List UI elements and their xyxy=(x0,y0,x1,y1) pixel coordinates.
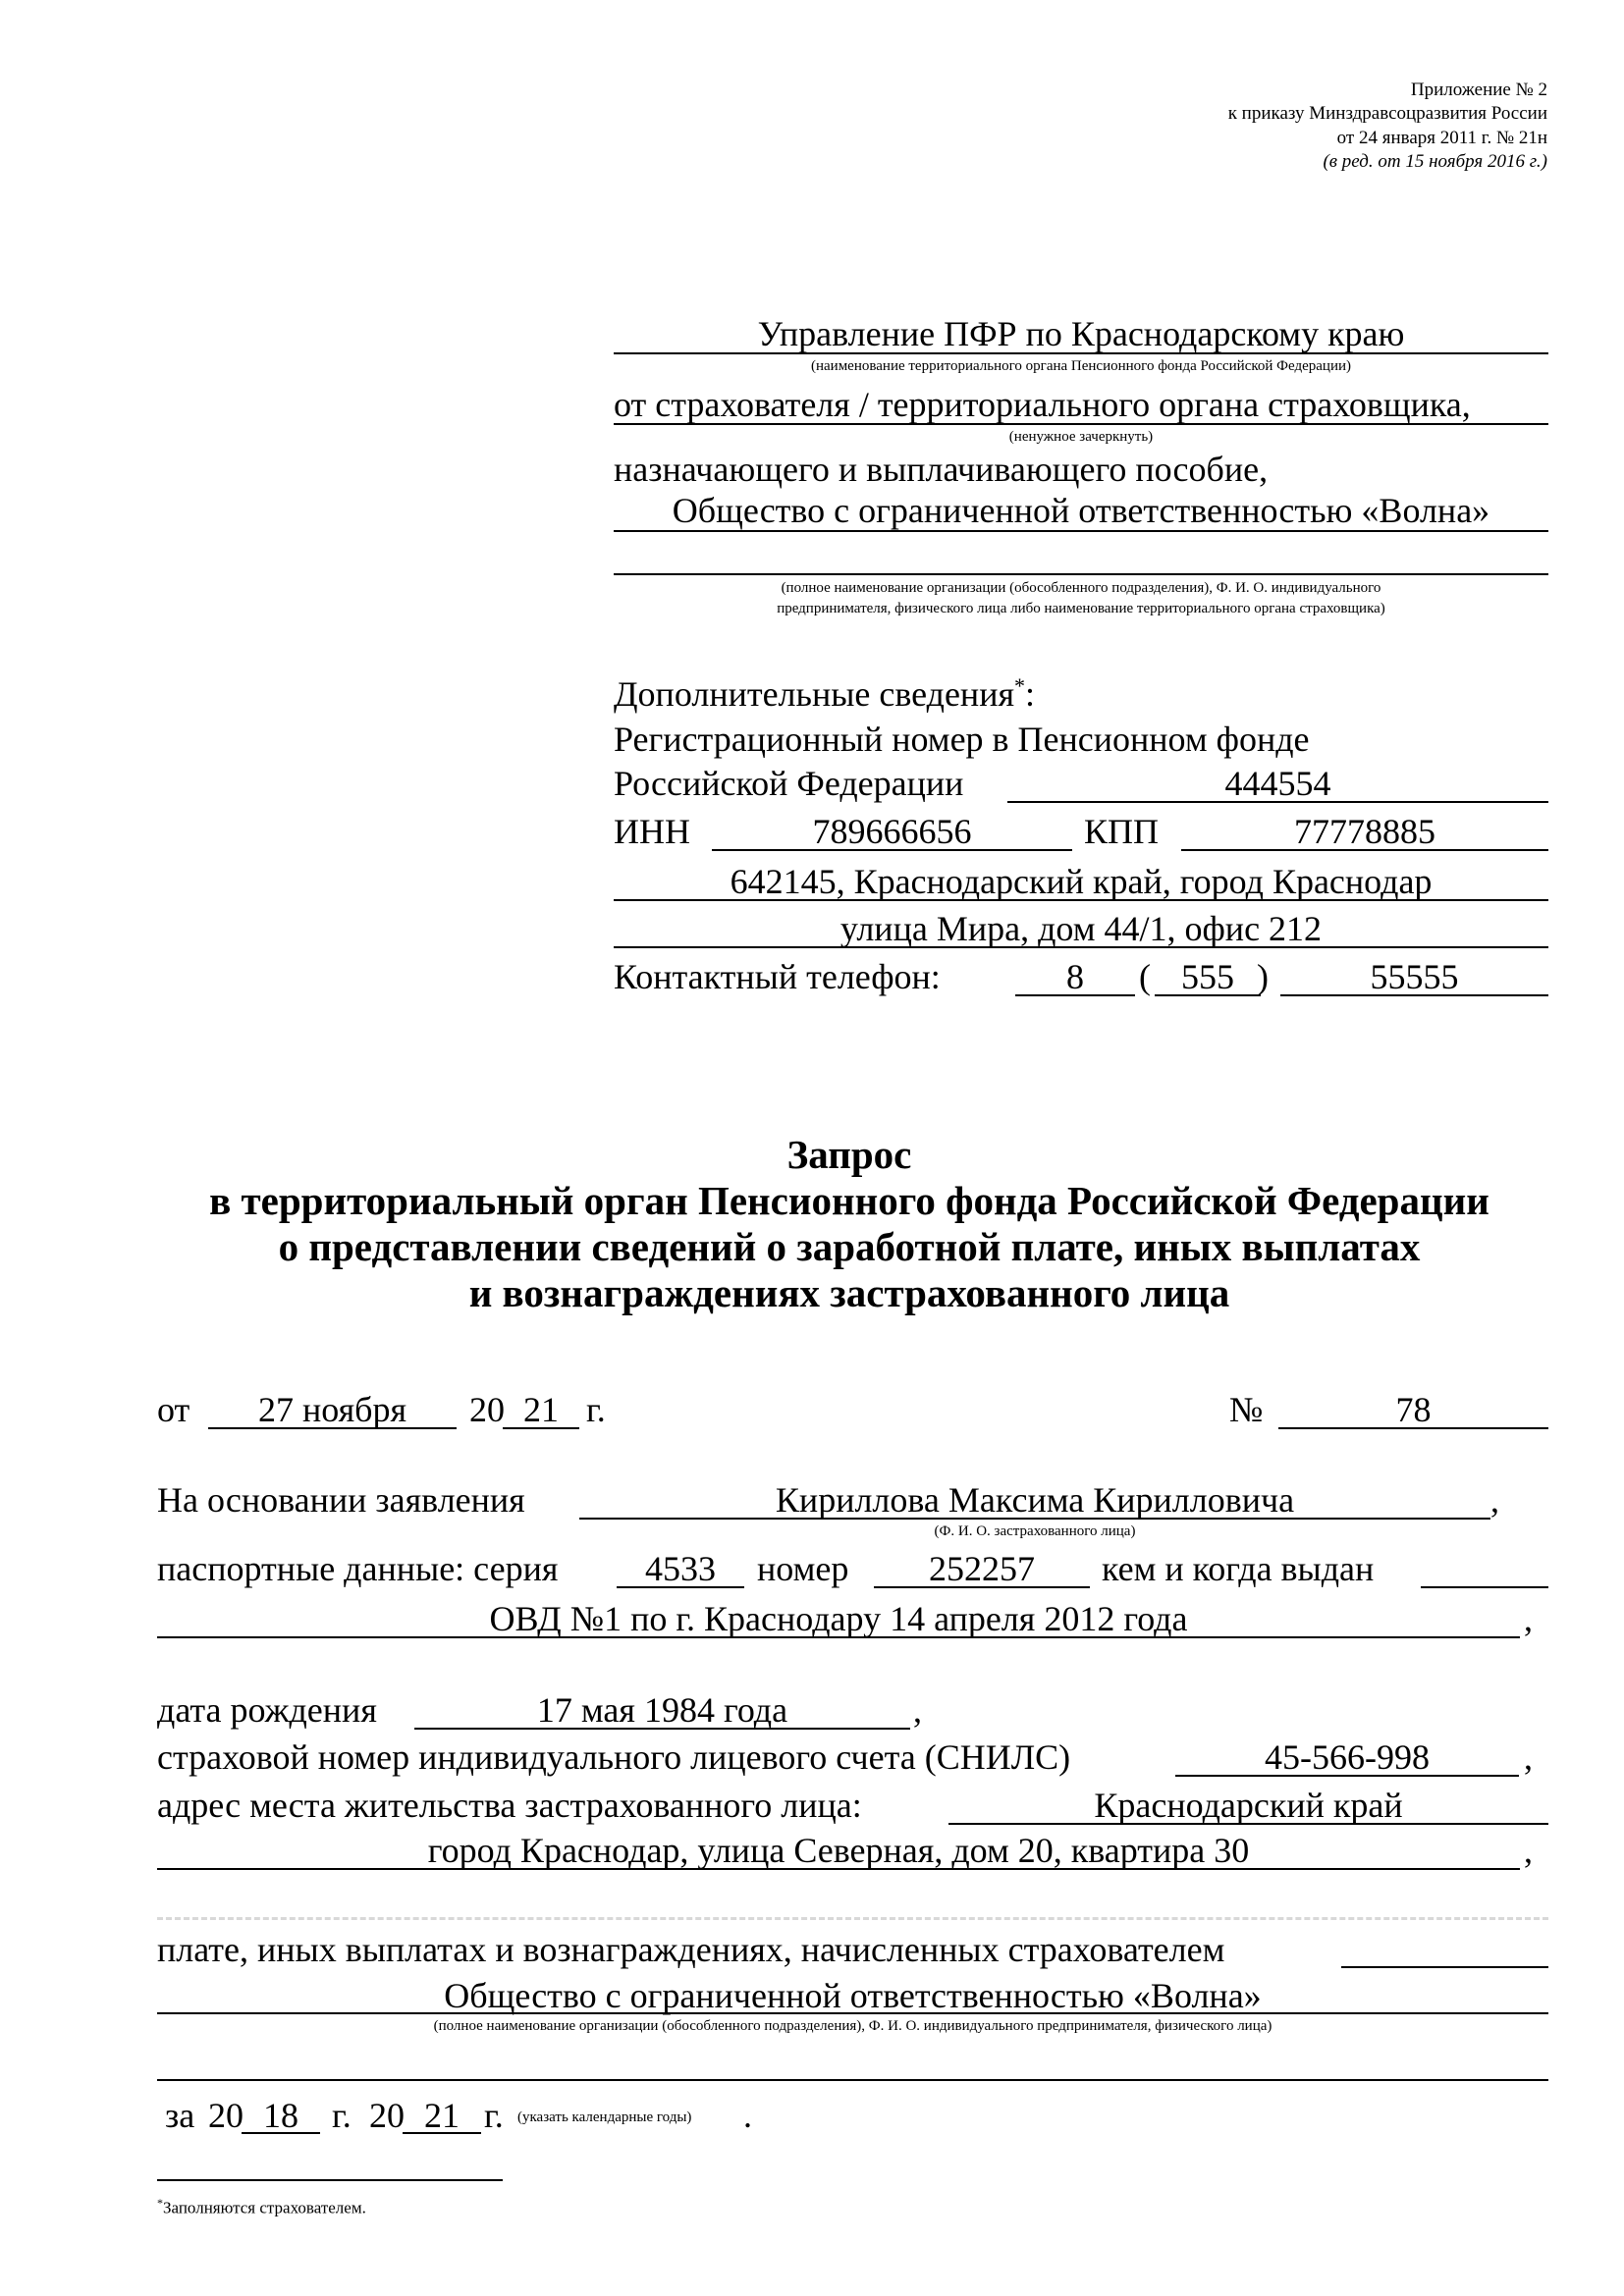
request-year-underline xyxy=(503,1427,579,1429)
insurer-name: Общество с ограниченной ответственностью «Волна» xyxy=(444,1976,1262,2015)
title-line-1: Запрос xyxy=(786,1132,912,1177)
extra-info-title xyxy=(614,675,1035,712)
period-from-suffix: 18 xyxy=(263,2096,298,2135)
period-to-underline xyxy=(403,2132,481,2134)
appendix-line-3: от 24 января 2011 г. № 21н xyxy=(1336,127,1547,148)
insurer-address-2-underline xyxy=(614,946,1548,948)
footnote-marker: * xyxy=(1014,673,1026,698)
kpp-value: 77778885 xyxy=(1294,812,1435,851)
request-day-month-underline xyxy=(208,1427,457,1429)
period-za: за xyxy=(165,2096,195,2135)
recipient-name-caption: (наименование территориального органа Пенсионного фонда Российской Федерации) xyxy=(810,358,1351,374)
organization-extra-underline xyxy=(614,573,1548,575)
phone-code-underline xyxy=(1015,994,1135,996)
title-line-4: и вознаграждениях застрахованного лица xyxy=(468,1270,1230,1315)
issued-label: кем и когда выдан xyxy=(1102,1549,1375,1588)
organization-caption-1: (полное наименование организации (обособленного подразделения), Ф. И. О. индивидуального xyxy=(781,580,1381,596)
residence-label: адрес места жительства застрахованного лица: xyxy=(157,1786,862,1825)
reg-number-value: 444554 xyxy=(1224,764,1331,803)
footnote-text: Заполняются страхователем. xyxy=(163,2198,366,2217)
insurer-address-1: 642145, Краснодарский край, город Краснодар xyxy=(730,862,1433,901)
strike-caption: (ненужное зачеркнуть) xyxy=(1008,429,1154,445)
birth-value-comma: , xyxy=(913,1690,922,1730)
scan-artifact-dashes xyxy=(157,1917,1548,1920)
appendix-line-1: Приложение № 2 xyxy=(1410,80,1547,100)
kpp-label: КПП xyxy=(1084,812,1160,851)
accrued-label-underline xyxy=(1341,1966,1548,1968)
accrued-label: плате, иных выплатах и вознаграждениях, начисленных страхователем xyxy=(157,1930,1225,1969)
phone-paren-open: ( xyxy=(1139,957,1151,996)
reg-number-underline xyxy=(1007,801,1548,803)
snils-label: страховой номер индивидуального лицевого счета (СНИЛС) xyxy=(157,1737,1071,1777)
phone-area: 555 xyxy=(1181,957,1234,996)
from-insurer-underline xyxy=(614,423,1548,425)
snils-value-underline xyxy=(1175,1775,1519,1777)
phone-label: Контактный телефон: xyxy=(614,957,941,996)
footnote-separator xyxy=(157,2179,503,2181)
passport-label: паспортные данные: серия xyxy=(157,1549,559,1588)
kpp-underline xyxy=(1181,849,1548,851)
person-name-comma: , xyxy=(1490,1480,1499,1520)
period-g2: г. xyxy=(484,2096,504,2135)
phone-code: 8 xyxy=(1066,957,1084,996)
reg-number-label-2: Российской Федерации xyxy=(614,764,964,803)
period-from-prefix: 20 xyxy=(208,2096,244,2135)
residence-value-2: город Краснодар, улица Северная, дом 20, квартира 30 xyxy=(427,1831,1250,1870)
period-g1: г. xyxy=(332,2096,352,2135)
title-line-3: о представлении сведений о заработной плате, иных выплатах xyxy=(278,1224,1421,1269)
insurer-address-1-underline xyxy=(614,899,1548,901)
insurer-name-underline xyxy=(157,2012,1548,2014)
request-from-label: от xyxy=(157,1390,190,1429)
birth-value: 17 мая 1984 года xyxy=(536,1690,788,1730)
period-to-prefix: 20 xyxy=(369,2096,405,2135)
birth-value-underline xyxy=(414,1728,910,1730)
period-to-suffix: 21 xyxy=(424,2096,460,2135)
inn-underline xyxy=(712,849,1072,851)
footnote xyxy=(157,2197,366,2216)
phone-paren-close: ) xyxy=(1257,957,1269,996)
request-number-underline xyxy=(1278,1427,1548,1429)
request-year-suffix: 21 xyxy=(523,1390,559,1429)
passport-number-label: номер xyxy=(757,1549,849,1588)
residence-value-2-comma: , xyxy=(1524,1831,1533,1870)
reg-number-label-1: Регистрационный номер в Пенсионном фонде xyxy=(614,720,1310,759)
assigning-text: назначающего и выплачивающего пособие, xyxy=(614,450,1269,489)
phone-number: 55555 xyxy=(1370,957,1459,996)
period-note: (указать календарные годы) xyxy=(517,2109,692,2125)
person-name-underline xyxy=(579,1518,1490,1520)
request-year-unit: г. xyxy=(586,1390,606,1429)
insurer-name-caption: (полное наименование организации (обособленного подразделения), Ф. И. О. индивидуального предпринимателя, физического лица) xyxy=(433,2018,1272,2034)
period-from-underline xyxy=(242,2132,320,2134)
appendix-line-4: (в ред. от 15 ноября 2016 г.) xyxy=(1323,150,1547,172)
passport-series: 4533 xyxy=(645,1549,716,1588)
snils-value-comma: , xyxy=(1524,1737,1533,1777)
passport-number: 252257 xyxy=(929,1549,1035,1588)
footnote-star: * xyxy=(157,2196,163,2210)
issued-value-underline xyxy=(157,1636,1520,1638)
inn-label: ИНН xyxy=(614,812,690,851)
recipient-name-underline xyxy=(614,352,1548,354)
organization-caption-2: предпринимателя, физического лица либо наименование территориального органа страховщика) xyxy=(777,601,1385,616)
passport-series-underline xyxy=(617,1586,744,1588)
person-name-caption: (Ф. И. О. застрахованного лица) xyxy=(934,1523,1136,1539)
passport-number-underline xyxy=(874,1586,1090,1588)
basis-label: На основании заявления xyxy=(157,1480,525,1520)
request-number-label: № xyxy=(1229,1390,1264,1429)
from-insurer-text: от страхователя / территориального органа страховщика, xyxy=(614,385,1471,424)
extra-info-colon: : xyxy=(1025,674,1036,714)
residence-value-1-underline xyxy=(948,1823,1548,1825)
insurer-extra-underline xyxy=(157,2079,1548,2081)
organization-name-underline xyxy=(614,530,1548,532)
phone-number-underline xyxy=(1280,994,1548,996)
issued-value: ОВД №1 по г. Краснодару 14 апреля 2012 года xyxy=(489,1599,1188,1638)
request-number-value: 78 xyxy=(1395,1390,1432,1429)
residence-value-2-underline xyxy=(157,1868,1520,1870)
period-dot: . xyxy=(743,2096,752,2135)
issued-label-underline xyxy=(1421,1586,1548,1588)
appendix-header xyxy=(1228,79,1547,174)
extra-info-title-text: Дополнительные сведения xyxy=(614,674,1015,714)
person-name: Кириллова Максима Кирилловича xyxy=(775,1480,1295,1520)
request-year-prefix: 20 xyxy=(469,1390,505,1429)
appendix-line-2: к приказу Минздравсоцразвития России xyxy=(1227,103,1547,125)
phone-area-underline xyxy=(1155,994,1261,996)
organization-name: Общество с ограниченной ответственностью «Волна» xyxy=(672,491,1490,530)
insurer-address-2: улица Мира, дом 44/1, офис 212 xyxy=(839,909,1323,948)
recipient-name: Управление ПФР по Краснодарскому краю xyxy=(757,314,1405,353)
title-line-2: в территориальный орган Пенсионного фонда Российской Федерации xyxy=(209,1178,1489,1223)
inn-value: 789666656 xyxy=(812,812,972,851)
birth-label: дата рождения xyxy=(157,1690,377,1730)
snils-value: 45-566-998 xyxy=(1265,1737,1430,1777)
residence-value-1: Краснодарский край xyxy=(1094,1786,1403,1825)
request-day-month: 27 ноября xyxy=(257,1390,406,1429)
issued-value-comma: , xyxy=(1524,1599,1533,1638)
document-title xyxy=(147,1132,1551,1316)
